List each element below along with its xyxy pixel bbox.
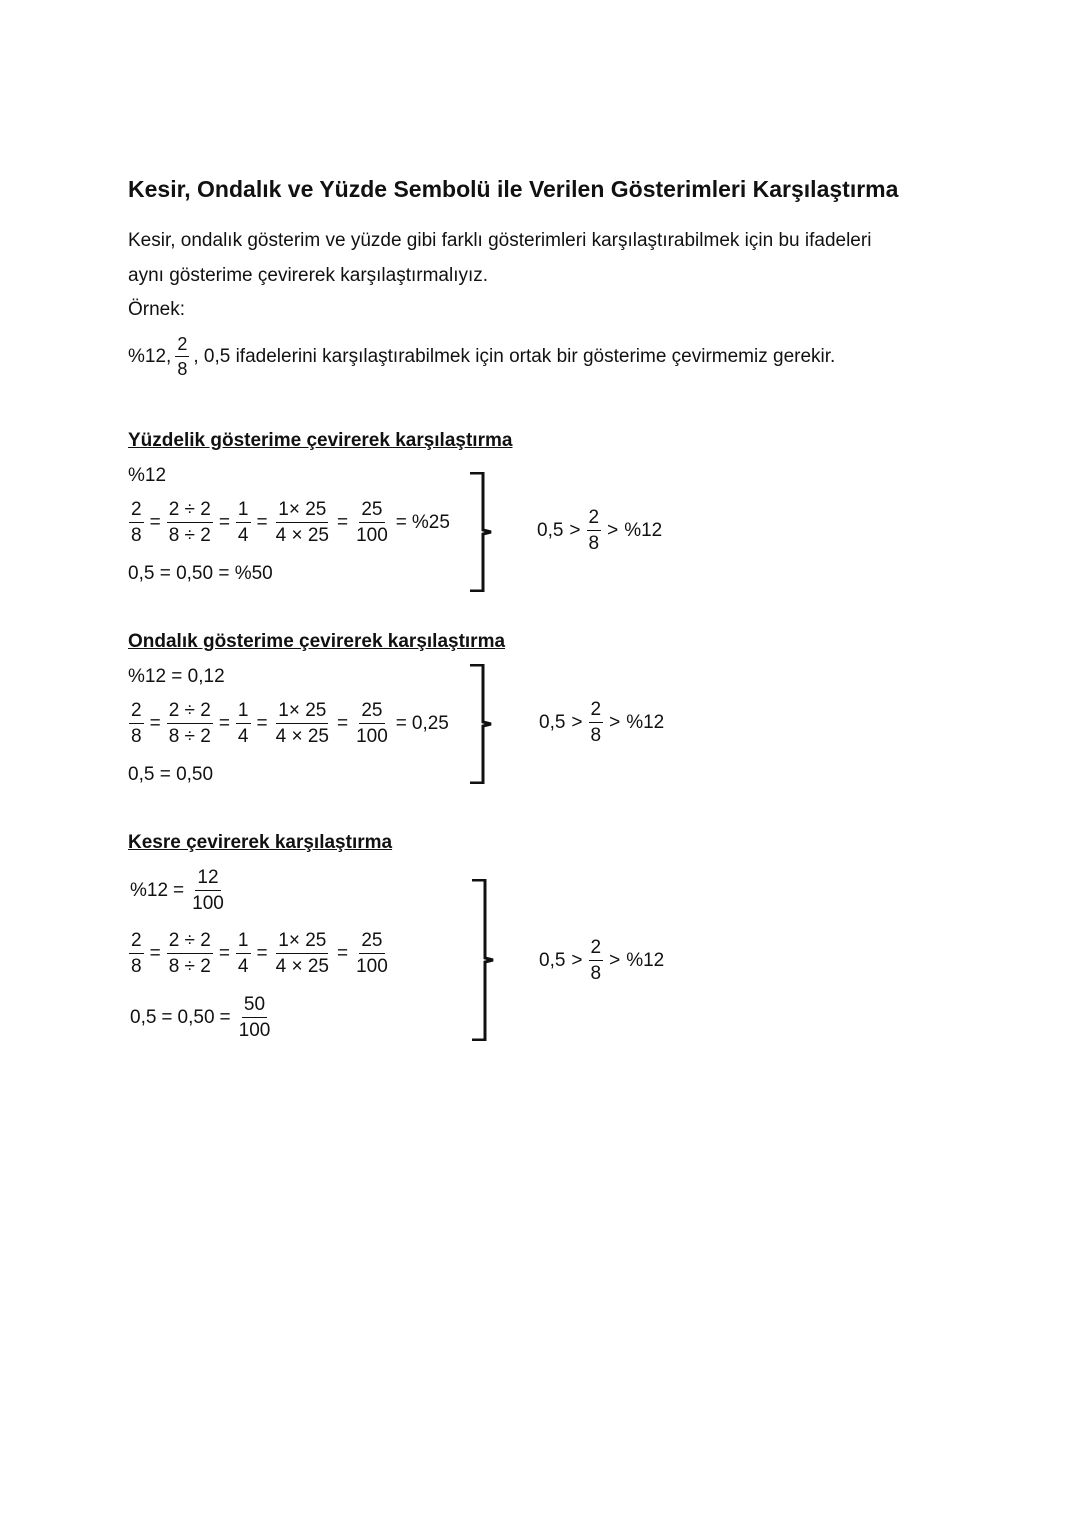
fraction-numerator: 2 ÷ 2: [167, 701, 213, 724]
line-prefix: %12: [130, 879, 169, 901]
fraction-line-1: [130, 868, 227, 913]
fraction: [236, 701, 251, 746]
equals-sign: =: [218, 942, 230, 964]
cmp-left: 0,5: [537, 519, 564, 541]
chain-result: %25: [411, 511, 450, 533]
fraction-denominator: 8: [590, 725, 602, 746]
cmp-right: %12: [626, 949, 665, 971]
example-line: [128, 335, 835, 378]
chain-result: 0,25: [411, 712, 449, 734]
fraction-numerator: 25: [359, 701, 384, 724]
fraction: [167, 500, 213, 545]
fraction: [129, 500, 144, 545]
fraction-numerator: 1× 25: [276, 701, 328, 724]
fraction-numerator: 2: [589, 938, 604, 961]
fraction: [167, 701, 213, 746]
fraction-numerator: 2: [129, 701, 144, 724]
fraction-denominator: 8: [131, 956, 142, 977]
fraction-chain: [128, 931, 391, 976]
fraction: [167, 931, 213, 976]
fraction-numerator: 1: [236, 931, 251, 954]
fraction-numerator: 2: [175, 335, 189, 357]
percent-line-3: 0,5 = 0,50 = %50: [128, 563, 273, 584]
fraction-numerator: 2: [589, 700, 604, 723]
equals-sign: =: [395, 712, 407, 734]
section-heading-fraction: Kesre çevirerek karşılaştırma: [128, 832, 393, 853]
fraction: [354, 500, 390, 545]
greater-than-sign: >: [571, 711, 583, 733]
equals-sign: =: [256, 511, 268, 533]
fraction: [237, 995, 273, 1040]
fraction: [354, 931, 390, 976]
fraction: [129, 931, 144, 976]
fraction: [589, 700, 604, 745]
intro-line-1: Kesir, ondalık gösterim ve yüzde gibi farklı gösterimleri karşılaştırabilmek için bu ifadeleri: [128, 230, 872, 251]
equals-sign: =: [336, 942, 349, 964]
right-brace-icon: [465, 472, 495, 592]
fraction-numerator: 25: [359, 931, 384, 954]
fraction-numerator: 2 ÷ 2: [167, 931, 213, 954]
fraction-denominator: 8 ÷ 2: [168, 956, 211, 977]
decimal-chain: [128, 701, 449, 746]
fraction-denominator: 8: [131, 525, 142, 546]
greater-than-sign: >: [609, 949, 621, 971]
fraction: [274, 500, 331, 545]
equals-sign: =: [173, 879, 185, 901]
equals-sign: =: [395, 511, 407, 533]
fraction-numerator: 1: [236, 500, 251, 523]
example-prefix: %12,: [128, 345, 172, 367]
percent-chain: [128, 500, 450, 545]
equals-sign: =: [336, 712, 349, 734]
fraction-denominator: 4 × 25: [275, 525, 329, 546]
fraction-comparison: [539, 938, 664, 983]
fraction-numerator: 1: [236, 701, 251, 724]
equals-sign: =: [218, 511, 230, 533]
fraction-numerator: 50: [242, 995, 267, 1018]
intro-line-2: aynı gösterime çevirerek karşılaştırmalıyız.: [128, 265, 489, 286]
fraction-denominator: 8: [177, 359, 188, 379]
fraction-denominator: 100: [238, 1020, 271, 1041]
equals-sign: =: [256, 712, 268, 734]
fraction: [129, 701, 144, 746]
fraction: [589, 938, 604, 983]
section-heading-percent: Yüzdelik gösterime çevirerek karşılaştırma: [128, 430, 513, 451]
fraction: [274, 931, 331, 976]
fraction-numerator: 2: [129, 931, 144, 954]
fraction-line-3: [130, 995, 273, 1040]
equals-sign: =: [149, 712, 161, 734]
line-mid: 0,50: [177, 1006, 215, 1028]
fraction-denominator: 100: [356, 525, 388, 546]
equals-sign: =: [161, 1006, 173, 1028]
right-brace-icon: [465, 664, 495, 784]
line-prefix: 0,5: [130, 1006, 157, 1028]
fraction-denominator: 4 × 25: [275, 726, 329, 747]
decimal-line-3: 0,5 = 0,50: [128, 764, 214, 785]
fraction-numerator: 2: [587, 508, 602, 531]
fraction-numerator: 2 ÷ 2: [167, 500, 213, 523]
fraction-numerator: 25: [359, 500, 384, 523]
percent-line-1: %12: [128, 465, 167, 486]
cmp-left: 0,5: [539, 711, 566, 733]
equals-sign: =: [336, 511, 349, 533]
example-fraction: [175, 335, 189, 378]
fraction-denominator: 100: [192, 893, 224, 914]
fraction-denominator: 8: [131, 726, 142, 747]
fraction-denominator: 8: [590, 963, 602, 984]
fraction: [190, 868, 226, 913]
fraction-denominator: 100: [356, 956, 388, 977]
page-title: Kesir, Ondalık ve Yüzde Sembolü ile Verilen Gösterimleri Karşılaştırma: [128, 176, 899, 202]
fraction: [587, 508, 602, 553]
greater-than-sign: >: [569, 519, 581, 541]
greater-than-sign: >: [571, 949, 583, 971]
fraction: [236, 500, 251, 545]
fraction: [354, 701, 390, 746]
fraction-denominator: 8 ÷ 2: [168, 726, 211, 747]
equals-sign: =: [219, 1006, 231, 1028]
example-label: Örnek:: [128, 299, 186, 320]
greater-than-sign: >: [609, 711, 621, 733]
fraction-denominator: 8 ÷ 2: [168, 525, 211, 546]
fraction: [274, 701, 331, 746]
fraction-numerator: 1× 25: [276, 931, 328, 954]
greater-than-sign: >: [607, 519, 619, 541]
fraction: [236, 931, 251, 976]
cmp-left: 0,5: [539, 949, 566, 971]
fraction-denominator: 4: [237, 525, 249, 546]
percent-comparison: [537, 508, 662, 553]
decimal-comparison: [539, 700, 664, 745]
cmp-right: %12: [624, 519, 663, 541]
right-brace-icon: [467, 879, 497, 1041]
equals-sign: =: [149, 511, 161, 533]
fraction-denominator: 4 × 25: [275, 956, 329, 977]
example-suffix: , 0,5 ifadelerini karşılaştırabilmek için ortak bir gösterime çevirmemiz gerekir.: [193, 345, 836, 367]
cmp-right: %12: [626, 711, 665, 733]
fraction-denominator: 4: [237, 726, 249, 747]
fraction-numerator: 2: [129, 500, 144, 523]
section-heading-decimal: Ondalık gösterime çevirerek karşılaştırma: [128, 631, 506, 652]
decimal-line-1: %12 = 0,12: [128, 666, 225, 687]
fraction-numerator: 12: [195, 868, 220, 891]
equals-sign: =: [218, 712, 230, 734]
fraction-denominator: 4: [237, 956, 249, 977]
equals-sign: =: [149, 942, 161, 964]
equals-sign: =: [256, 942, 268, 964]
fraction-numerator: 1× 25: [276, 500, 328, 523]
fraction-denominator: 100: [356, 726, 388, 747]
fraction-denominator: 8: [588, 533, 600, 554]
